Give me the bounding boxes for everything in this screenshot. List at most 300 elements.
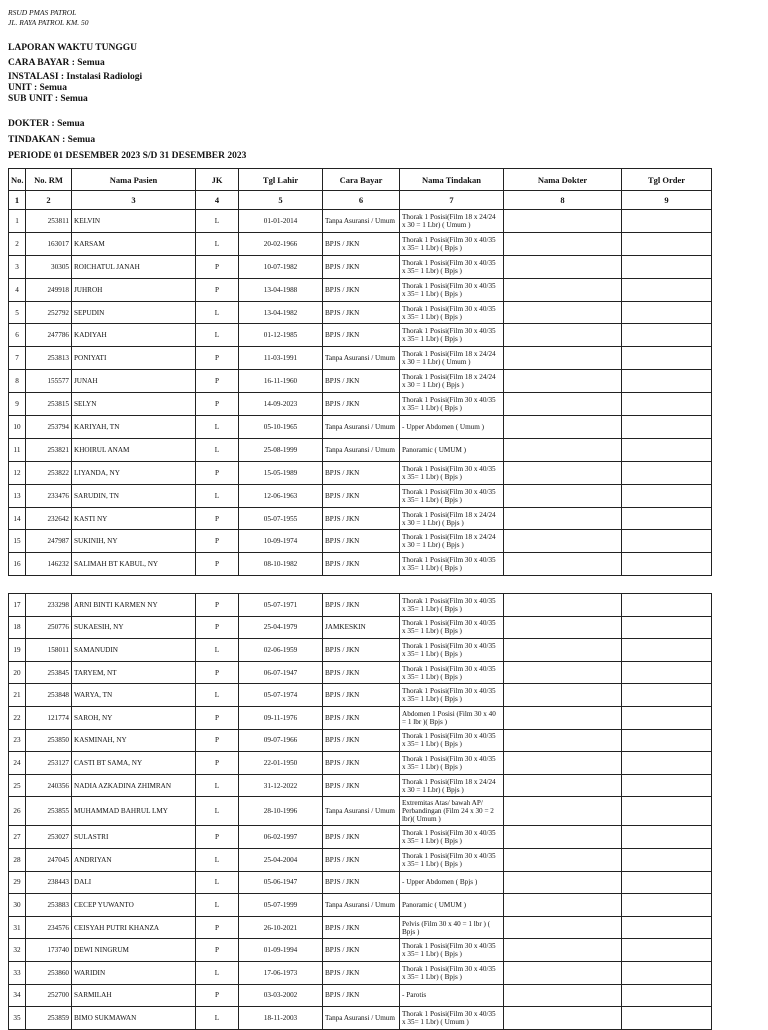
cell-tgl-order — [622, 939, 712, 962]
cell-tgl-order — [622, 848, 712, 871]
cell-nama-pasien: CEISYAH PUTRI KHANZA — [72, 916, 196, 939]
cell-tgl-order — [622, 347, 712, 370]
cell-jk: L — [196, 961, 239, 984]
cell-no-rm: 252792 — [26, 301, 72, 324]
cell-nama-dokter — [504, 961, 622, 984]
col-header-nama-pasien: Nama Pasien — [72, 169, 196, 191]
cell-nama-tindakan: Thorak 1 Posisi(Film 30 x 40/35 x 35= 1 Lbr) ( Umum ) — [400, 1007, 504, 1030]
cell-nama-pasien: ANDRIYAN — [72, 848, 196, 871]
cell-no-rm: 234576 — [26, 916, 72, 939]
cell-tgl-lahir: 10-09-1974 — [239, 530, 323, 553]
cell-tgl-lahir: 05-07-1974 — [239, 684, 323, 707]
cell-tgl-order — [622, 616, 712, 639]
cell-tgl-order — [622, 752, 712, 775]
cell-nama-tindakan: Pelvis (Film 30 x 40 = 1 lbr ) ( Bpjs ) — [400, 916, 504, 939]
cell-nama-dokter — [504, 894, 622, 917]
cell-no: 35 — [9, 1007, 26, 1030]
cell-tgl-lahir: 11-03-1991 — [239, 347, 323, 370]
table-row — [9, 826, 712, 849]
table-row — [9, 507, 712, 530]
cell-tgl-order — [622, 370, 712, 393]
cell-no: 26 — [9, 797, 26, 826]
cell-tgl-order — [622, 278, 712, 301]
cell-nama-pasien: SULASTRI — [72, 826, 196, 849]
cell-nama-dokter — [504, 324, 622, 347]
cell-cara-bayar: BPJS / JKN — [323, 255, 400, 278]
cell-jk: P — [196, 393, 239, 416]
report-period: PERIODE 01 DESEMBER 2023 S/D 31 DESEMBER 2023 — [8, 151, 247, 161]
cell-tgl-lahir: 12-06-1963 — [239, 484, 323, 507]
cell-cara-bayar: Tanpa Asuransi / Umum — [323, 1007, 400, 1030]
cell-no-rm: 247987 — [26, 530, 72, 553]
cell-no-rm: 253822 — [26, 461, 72, 484]
cell-jk: L — [196, 848, 239, 871]
table-row — [9, 916, 712, 939]
cell-tgl-order — [622, 661, 712, 684]
table-row — [9, 774, 712, 797]
cell-nama-dokter — [504, 729, 622, 752]
cell-no-rm: 233476 — [26, 484, 72, 507]
cell-no: 23 — [9, 729, 26, 752]
cell-tgl-order — [622, 797, 712, 826]
cell-no-rm: 253813 — [26, 347, 72, 370]
col-header-tgl-lahir: Tgl Lahir — [239, 169, 323, 191]
cell-nama-pasien: JUHROH — [72, 278, 196, 301]
cell-tgl-order — [622, 684, 712, 707]
cell-nama-pasien: SAMANUDIN — [72, 639, 196, 662]
cell-nama-pasien: KARSAM — [72, 232, 196, 255]
cell-nama-tindakan: Thorak 1 Posisi(Film 30 x 40/35 x 35= 1 Lbr) ( Bpjs ) — [400, 301, 504, 324]
cell-no: 11 — [9, 438, 26, 461]
table-row — [9, 594, 712, 617]
col-number: 5 — [239, 191, 323, 210]
cell-cara-bayar: BPJS / JKN — [323, 393, 400, 416]
cell-jk: P — [196, 916, 239, 939]
table-row — [9, 616, 712, 639]
cell-cara-bayar: BPJS / JKN — [323, 232, 400, 255]
cell-cara-bayar: Tanpa Asuransi / Umum — [323, 894, 400, 917]
cell-tgl-lahir: 01-09-1994 — [239, 939, 323, 962]
cell-tgl-lahir: 16-11-1960 — [239, 370, 323, 393]
cell-tgl-lahir: 13-04-1988 — [239, 278, 323, 301]
cell-tgl-lahir: 25-04-1979 — [239, 616, 323, 639]
cell-tgl-order — [622, 416, 712, 439]
table-row — [9, 255, 712, 278]
cell-nama-dokter — [504, 530, 622, 553]
table-row — [9, 438, 712, 461]
cell-nama-tindakan: Thorak 1 Posisi(Film 18 x 24/24 x 30 = 1 Lbr) ( Bpjs ) — [400, 370, 504, 393]
table-row — [9, 984, 712, 1007]
cell-nama-pasien: SAROH, NY — [72, 706, 196, 729]
cell-cara-bayar: BPJS / JKN — [323, 961, 400, 984]
cell-nama-tindakan: Thorak 1 Posisi(Film 30 x 40/35 x 35= 1 Lbr) ( Bpjs ) — [400, 684, 504, 707]
table-row — [9, 1007, 712, 1030]
cell-no: 7 — [9, 347, 26, 370]
table-header-row — [9, 169, 712, 191]
cell-cara-bayar: Tanpa Asuransi / Umum — [323, 210, 400, 233]
cell-no: 27 — [9, 826, 26, 849]
cell-no-rm: 163017 — [26, 232, 72, 255]
cell-no: 14 — [9, 507, 26, 530]
cell-cara-bayar: BPJS / JKN — [323, 461, 400, 484]
cell-no-rm: 253860 — [26, 961, 72, 984]
cell-no-rm: 249918 — [26, 278, 72, 301]
cell-nama-pasien: SUKINIH, NY — [72, 530, 196, 553]
cell-nama-pasien: SARMILAH — [72, 984, 196, 1007]
cell-nama-tindakan: Thorak 1 Posisi(Film 30 x 40/35 x 35= 1 Lbr) ( Bpjs ) — [400, 461, 504, 484]
cell-no-rm: 146232 — [26, 553, 72, 576]
cell-nama-tindakan: Thorak 1 Posisi(Film 30 x 40/35 x 35= 1 Lbr) ( Bpjs ) — [400, 324, 504, 347]
table-row — [9, 301, 712, 324]
cell-cara-bayar: BPJS / JKN — [323, 752, 400, 775]
cell-no: 12 — [9, 461, 26, 484]
filter-cara-bayar: CARA BAYAR : Semua — [8, 58, 105, 68]
cell-tgl-lahir: 14-09-2023 — [239, 393, 323, 416]
cell-nama-dokter — [504, 553, 622, 576]
col-header-no: No. — [9, 169, 26, 191]
cell-nama-dokter — [504, 684, 622, 707]
col-number: 9 — [622, 191, 712, 210]
cell-nama-dokter — [504, 871, 622, 894]
cell-jk: L — [196, 416, 239, 439]
cell-tgl-order — [622, 894, 712, 917]
table-row — [9, 461, 712, 484]
cell-tgl-order — [622, 961, 712, 984]
cell-tgl-lahir: 20-02-1966 — [239, 232, 323, 255]
cell-cara-bayar: BPJS / JKN — [323, 278, 400, 301]
cell-nama-tindakan: Thorak 1 Posisi(Film 30 x 40/35 x 35= 1 Lbr) ( Bpjs ) — [400, 484, 504, 507]
cell-tgl-order — [622, 324, 712, 347]
cell-nama-pasien: BIMO SUKMAWAN — [72, 1007, 196, 1030]
table-row — [9, 324, 712, 347]
cell-cara-bayar: BPJS / JKN — [323, 594, 400, 617]
cell-tgl-order — [622, 594, 712, 617]
cell-cara-bayar: BPJS / JKN — [323, 984, 400, 1007]
cell-jk: P — [196, 370, 239, 393]
cell-no-rm: 158011 — [26, 639, 72, 662]
col-number: 4 — [196, 191, 239, 210]
cell-nama-pasien: WARYA, TN — [72, 684, 196, 707]
table-row — [9, 393, 712, 416]
cell-nama-pasien: KELVIN — [72, 210, 196, 233]
cell-jk: P — [196, 278, 239, 301]
cell-nama-tindakan: Thorak 1 Posisi(Film 30 x 40/35 x 35= 1 Lbr) ( Bpjs ) — [400, 553, 504, 576]
cell-cara-bayar: BPJS / JKN — [323, 848, 400, 871]
cell-nama-pasien: LIYANDA, NY — [72, 461, 196, 484]
cell-nama-dokter — [504, 438, 622, 461]
table-row — [9, 797, 712, 826]
cell-no-rm: 253855 — [26, 797, 72, 826]
cell-nama-dokter — [504, 1007, 622, 1030]
cell-nama-dokter — [504, 507, 622, 530]
cell-nama-dokter — [504, 774, 622, 797]
table-row — [9, 232, 712, 255]
cell-jk: P — [196, 752, 239, 775]
cell-tgl-order — [622, 507, 712, 530]
cell-tgl-order — [622, 639, 712, 662]
cell-nama-dokter — [504, 301, 622, 324]
col-number: 2 — [26, 191, 72, 210]
table-row — [9, 553, 712, 576]
cell-cara-bayar: BPJS / JKN — [323, 530, 400, 553]
cell-nama-dokter — [504, 347, 622, 370]
col-number: 8 — [504, 191, 622, 210]
cell-no-rm: 247045 — [26, 848, 72, 871]
table-body-page-2 — [9, 594, 712, 1030]
cell-tgl-order — [622, 232, 712, 255]
col-number: 7 — [400, 191, 504, 210]
cell-nama-pasien: PONIYATI — [72, 347, 196, 370]
cell-nama-tindakan: Thorak 1 Posisi(Film 30 x 40/35 x 35= 1 Lbr) ( Bpjs ) — [400, 616, 504, 639]
table-row — [9, 210, 712, 233]
cell-cara-bayar: BPJS / JKN — [323, 706, 400, 729]
cell-no: 22 — [9, 706, 26, 729]
table-row — [9, 848, 712, 871]
cell-no-rm: 238443 — [26, 871, 72, 894]
cell-cara-bayar: BPJS / JKN — [323, 826, 400, 849]
col-header-nama-tindakan: Nama Tindakan — [400, 169, 504, 191]
cell-jk: L — [196, 438, 239, 461]
cell-jk: P — [196, 507, 239, 530]
col-header-no-rm: No. RM — [26, 169, 72, 191]
cell-jk: P — [196, 594, 239, 617]
cell-jk: P — [196, 984, 239, 1007]
cell-tgl-order — [622, 916, 712, 939]
cell-jk: L — [196, 797, 239, 826]
table-row — [9, 752, 712, 775]
cell-nama-tindakan: Abdomen 1 Posisi (Film 30 x 40 = 1 lbr )( Bpjs ) — [400, 706, 504, 729]
cell-nama-dokter — [504, 278, 622, 301]
cell-tgl-order — [622, 871, 712, 894]
cell-cara-bayar: BPJS / JKN — [323, 370, 400, 393]
cell-tgl-lahir: 09-07-1966 — [239, 729, 323, 752]
col-number: 6 — [323, 191, 400, 210]
cell-jk: P — [196, 729, 239, 752]
cell-no: 21 — [9, 684, 26, 707]
col-number: 1 — [9, 191, 26, 210]
cell-tgl-lahir: 05-07-1971 — [239, 594, 323, 617]
cell-nama-pasien: KASTI NY — [72, 507, 196, 530]
table-row — [9, 706, 712, 729]
cell-nama-tindakan: Thorak 1 Posisi(Film 30 x 40/35 x 35= 1 Lbr) ( Bpjs ) — [400, 393, 504, 416]
cell-tgl-lahir: 05-06-1947 — [239, 871, 323, 894]
cell-nama-pasien: TARYEM, NT — [72, 661, 196, 684]
cell-nama-dokter — [504, 826, 622, 849]
cell-jk: P — [196, 616, 239, 639]
cell-no: 15 — [9, 530, 26, 553]
cell-no: 3 — [9, 255, 26, 278]
cell-tgl-lahir: 06-07-1947 — [239, 661, 323, 684]
cell-nama-dokter — [504, 393, 622, 416]
filter-tindakan: TINDAKAN : Semua — [8, 135, 96, 145]
cell-nama-pasien: KADIYAH — [72, 324, 196, 347]
cell-tgl-lahir: 09-11-1976 — [239, 706, 323, 729]
cell-tgl-lahir: 05-07-1999 — [239, 894, 323, 917]
cell-nama-tindakan: Thorak 1 Posisi(Film 30 x 40/35 x 35= 1 Lbr) ( Bpjs ) — [400, 639, 504, 662]
cell-tgl-order — [622, 706, 712, 729]
cell-tgl-order — [622, 729, 712, 752]
cell-nama-pasien: SUKAESIH, NY — [72, 616, 196, 639]
col-header-nama-dokter: Nama Dokter — [504, 169, 622, 191]
cell-no: 19 — [9, 639, 26, 662]
cell-tgl-lahir: 02-06-1959 — [239, 639, 323, 662]
report-table-page-2 — [8, 593, 712, 1030]
cell-nama-pasien: DALI — [72, 871, 196, 894]
cell-tgl-lahir: 13-04-1982 — [239, 301, 323, 324]
cell-jk: L — [196, 639, 239, 662]
cell-nama-tindakan: Thorak 1 Posisi(Film 30 x 40/35 x 35= 1 Lbr) ( Bpjs ) — [400, 232, 504, 255]
cell-nama-pasien: KASMINAH, NY — [72, 729, 196, 752]
cell-nama-pasien: SALIMAH BT KABUL, NY — [72, 553, 196, 576]
cell-jk: P — [196, 347, 239, 370]
cell-nama-pasien: MUHAMMAD BAHRUL LMY — [72, 797, 196, 826]
cell-no: 34 — [9, 984, 26, 1007]
cell-jk: L — [196, 484, 239, 507]
cell-nama-dokter — [504, 939, 622, 962]
cell-cara-bayar: BPJS / JKN — [323, 729, 400, 752]
cell-no-rm: 253848 — [26, 684, 72, 707]
cell-no-rm: 253811 — [26, 210, 72, 233]
cell-tgl-order — [622, 438, 712, 461]
cell-nama-pasien: CECEP YUWANTO — [72, 894, 196, 917]
cell-no: 31 — [9, 916, 26, 939]
cell-nama-dokter — [504, 416, 622, 439]
cell-tgl-lahir: 26-10-2021 — [239, 916, 323, 939]
cell-no-rm: 232642 — [26, 507, 72, 530]
cell-no-rm: 253027 — [26, 826, 72, 849]
cell-jk: L — [196, 301, 239, 324]
cell-no-rm: 233298 — [26, 594, 72, 617]
cell-tgl-lahir: 18-11-2003 — [239, 1007, 323, 1030]
col-header-tgl-order: Tgl Order — [622, 169, 712, 191]
cell-tgl-order — [622, 984, 712, 1007]
table-row — [9, 370, 712, 393]
cell-nama-dokter — [504, 848, 622, 871]
cell-no-rm: 253815 — [26, 393, 72, 416]
cell-jk: P — [196, 553, 239, 576]
cell-tgl-order — [622, 210, 712, 233]
table-row — [9, 347, 712, 370]
cell-no: 1 — [9, 210, 26, 233]
cell-no: 18 — [9, 616, 26, 639]
cell-nama-dokter — [504, 752, 622, 775]
cell-no: 10 — [9, 416, 26, 439]
cell-jk: P — [196, 939, 239, 962]
table-row — [9, 961, 712, 984]
cell-tgl-lahir: 08-10-1982 — [239, 553, 323, 576]
table-row — [9, 871, 712, 894]
cell-cara-bayar: Tanpa Asuransi / Umum — [323, 347, 400, 370]
cell-no: 32 — [9, 939, 26, 962]
cell-tgl-order — [622, 301, 712, 324]
cell-nama-pasien: SARUDIN, TN — [72, 484, 196, 507]
table-row — [9, 729, 712, 752]
cell-nama-dokter — [504, 484, 622, 507]
table-row — [9, 894, 712, 917]
cell-jk: L — [196, 210, 239, 233]
cell-jk: L — [196, 324, 239, 347]
cell-no: 25 — [9, 774, 26, 797]
cell-nama-tindakan: Thorak 1 Posisi(Film 30 x 40/35 x 35= 1 Lbr) ( Bpjs ) — [400, 255, 504, 278]
cell-no-rm: 252700 — [26, 984, 72, 1007]
cell-nama-tindakan: Thorak 1 Posisi(Film 30 x 40/35 x 35= 1 Lbr) ( Bpjs ) — [400, 661, 504, 684]
report-table-page-1 — [8, 168, 712, 576]
cell-jk: L — [196, 894, 239, 917]
cell-nama-tindakan: Thorak 1 Posisi(Film 30 x 40/35 x 35= 1 Lbr) ( Bpjs ) — [400, 848, 504, 871]
filter-dokter: DOKTER : Semua — [8, 119, 85, 129]
cell-tgl-order — [622, 1007, 712, 1030]
cell-nama-dokter — [504, 916, 622, 939]
cell-nama-tindakan: Thorak 1 Posisi(Film 30 x 40/35 x 35= 1 Lbr) ( Bpjs ) — [400, 826, 504, 849]
cell-nama-tindakan: Thorak 1 Posisi(Film 18 x 24/24 x 30 = 1 Lbr) ( Umum ) — [400, 347, 504, 370]
cell-nama-pasien: WARIDIN — [72, 961, 196, 984]
cell-nama-pasien: CASTI BT SAMA, NY — [72, 752, 196, 775]
table-row — [9, 278, 712, 301]
cell-nama-tindakan: Thorak 1 Posisi(Film 18 x 24/24 x 30 = 1 Lbr) ( Bpjs ) — [400, 507, 504, 530]
cell-no-rm: 173740 — [26, 939, 72, 962]
table-row — [9, 484, 712, 507]
filter-sub-unit: SUB UNIT : Semua — [8, 94, 88, 104]
cell-no-rm: 247786 — [26, 324, 72, 347]
cell-nama-tindakan: - Upper Abdomen ( Bpjs ) — [400, 871, 504, 894]
cell-nama-tindakan: Thorak 1 Posisi(Film 30 x 40/35 x 35= 1 Lbr) ( Bpjs ) — [400, 939, 504, 962]
cell-jk: P — [196, 255, 239, 278]
cell-tgl-order — [622, 530, 712, 553]
cell-tgl-lahir: 25-08-1999 — [239, 438, 323, 461]
cell-cara-bayar: BPJS / JKN — [323, 507, 400, 530]
report-title: LAPORAN WAKTU TUNGGU — [8, 43, 137, 53]
cell-cara-bayar: Tanpa Asuransi / Umum — [323, 797, 400, 826]
cell-nama-dokter — [504, 594, 622, 617]
cell-no: 28 — [9, 848, 26, 871]
cell-no-rm: 253821 — [26, 438, 72, 461]
cell-tgl-lahir: 05-07-1955 — [239, 507, 323, 530]
cell-nama-dokter — [504, 661, 622, 684]
cell-tgl-order — [622, 484, 712, 507]
cell-nama-tindakan: Thorak 1 Posisi(Film 18 x 24/24 x 30 = 1 Lbr) ( Bpjs ) — [400, 774, 504, 797]
col-number: 3 — [72, 191, 196, 210]
cell-nama-pasien: KHOIRUL ANAM — [72, 438, 196, 461]
cell-jk: L — [196, 871, 239, 894]
cell-nama-tindakan: Thorak 1 Posisi(Film 18 x 24/24 x 30 = 1 Lbr) ( Bpjs ) — [400, 530, 504, 553]
cell-no: 9 — [9, 393, 26, 416]
cell-nama-pasien: DEWI NINGRUM — [72, 939, 196, 962]
cell-nama-pasien: JUNAH — [72, 370, 196, 393]
cell-tgl-lahir: 25-04-2004 — [239, 848, 323, 871]
cell-tgl-lahir: 03-03-2002 — [239, 984, 323, 1007]
cell-no-rm: 253850 — [26, 729, 72, 752]
cell-no: 13 — [9, 484, 26, 507]
cell-nama-pasien: NADIA AZKADINA ZHIMRAN — [72, 774, 196, 797]
hospital-address: JL. RAYA PATROL KM. 50 — [8, 18, 89, 27]
cell-tgl-lahir: 28-10-1996 — [239, 797, 323, 826]
cell-no-rm: 253845 — [26, 661, 72, 684]
cell-tgl-lahir: 05-10-1965 — [239, 416, 323, 439]
cell-no: 24 — [9, 752, 26, 775]
cell-jk: L — [196, 232, 239, 255]
cell-nama-tindakan: Panoramic ( UMUM ) — [400, 894, 504, 917]
cell-tgl-order — [622, 553, 712, 576]
cell-cara-bayar: BPJS / JKN — [323, 774, 400, 797]
cell-cara-bayar: BPJS / JKN — [323, 553, 400, 576]
cell-no: 30 — [9, 894, 26, 917]
cell-no: 17 — [9, 594, 26, 617]
table-row — [9, 530, 712, 553]
cell-nama-tindakan: Thorak 1 Posisi(Film 30 x 40/35 x 35= 1 Lbr) ( Bpjs ) — [400, 594, 504, 617]
cell-nama-dokter — [504, 255, 622, 278]
cell-no: 4 — [9, 278, 26, 301]
cell-tgl-lahir: 01-12-1985 — [239, 324, 323, 347]
